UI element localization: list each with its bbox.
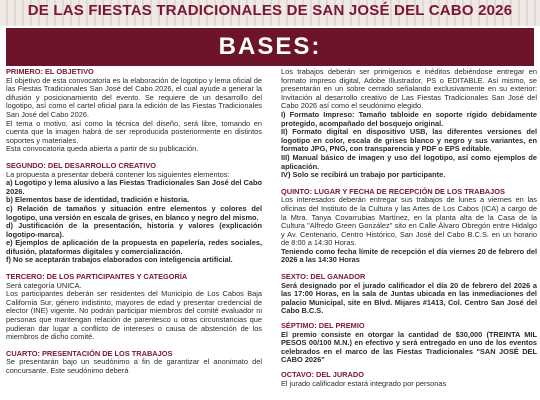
section-title-recepcion: QUINTO: LUGAR Y FECHA DE RECEPCIÓN DE LOS TRABAJOS — [281, 186, 505, 196]
paragraph: El objetivo de esta convocatoria es la elaboración de logotipo y lema oficial de las Fiestas Tradicionales San José del Cabo 2026, el cual ayude a generar la difusión y posicionamiento del evento. Se requiere de un desarrollo del logotipo, así como el cartel oficial para la edición de las Fiestas Tradicionales San José del Cabo 2026. — [6, 75, 262, 119]
section-title-ganador: SEXTO: DEL GANADOR — [281, 272, 366, 282]
list-item: a) Logotipo y lema alusivo a las Fiestas Tradicionales San José del Cabo 2026. — [6, 178, 262, 196]
paragraph: Los trabajos deberán ser primigenios e inéditos debiéndose entregar en formato impreso digital, Adobe Illustrador, PS o EDITABLE. Así mismo, se presentarán en un sobre cerrado señalando exclusivamente en su exterior: Invitación al desarrollo creativo de Las Fiestas Tradicionales San José del Cabo 2026 así como el seudónimo elegido. — [281, 67, 537, 111]
paragraph: Esta convocatoria queda abierta a partir de su publicación. — [6, 144, 199, 154]
page-title: DE LAS FIESTAS TRADICIONALES DE SAN JOSÉ DEL CABO 2026 — [27, 2, 513, 19]
paragraph: El premio consiste en otorgar la cantidad de $30,000 (TREINTA MIL PESOS 00/100 M.N.) en efectivo y será entregado en uno de los eventos celebrados en el marco de las Fiestas Tradicionales "SAN JOSÉ DEL CABO 2026" — [281, 329, 537, 365]
paragraph: Los participantes deberán ser residentes del Municipio de Los Cabos Baja California Sur, género indistinto, mayores de edad y presentar credencial de elector (INE) vigente. No podrán participar miembros del comité evaluador ni personas que mantengan relación de parentesco u otras circunstancias que pudieran dar lugar a conflicto de intereses o causa de abstención de los miembros de dicho comité. — [6, 289, 262, 342]
list-item: d) Justificación de la presentación, historia y valores (explicación logotipo-marca). — [6, 221, 262, 239]
list-item: b) Elementos base de identidad, tradición e historia. — [6, 195, 190, 205]
paragraph: El tema o motivo, así como la técnica del diseño, será libre, tomando en cuenta que la imagen habrá de ser reproducida posteriormente en distintos soportes y materiales. — [6, 118, 262, 145]
left-column — [6, 68, 262, 376]
paragraph: Será designado por el jurado calificador el día 20 de febrero del 2026 a las 17:00 Horas, en la sala de Juntas ubicada en las inmediaciones del palacio Municipal, site en Blvd. Mijares #1413, Col. Centro San José del Cabo B.C.S. — [281, 280, 537, 316]
paragraph: La propuesta a presentar deberá contener los siguientes elementos: — [6, 169, 230, 179]
list-item: IV) Solo se recibirá un trabajo por participante. — [281, 170, 446, 180]
paragraph: El jurado calificador estará integrado por personas — [281, 378, 447, 388]
section-title-desarrollo: SEGUNDO: DEL DESARROLLO CREATIVO — [6, 160, 157, 170]
bases-heading: BASES: — [218, 33, 322, 60]
list-item: c) Relación de tamaños y situación entre elementos y colores del logotipo, una versión en escala de grises, en blanco y negro del mismo. — [6, 203, 262, 222]
list-item: III) Manual básico de imagen y uso del logotipo, así como ejemplos de aplicación. — [281, 152, 537, 171]
section-title-premio: SÉPTIMO: DEL PREMIO — [281, 321, 365, 331]
section-title-objetivo: PRIMERO: EL OBJETIVO — [6, 67, 94, 76]
list-item: f) No se aceptarán trabajos elaborados con inteligencia artificial. — [6, 255, 233, 265]
bases-banner — [6, 28, 534, 66]
right-column — [281, 68, 537, 388]
list-item: e) Ejemplos de aplicación de la propuesta en papelería, redes sociales, difusión, plataformas digitales y comercialización. — [6, 238, 262, 256]
list-item: I) Formato Impreso: Tamaño tabloide en soporte rígido debidamente protegido, acompañado del bosquejo original. — [281, 109, 537, 128]
deadline-text: Teniendo como fecha límite de recepción el día viernes 20 de febrero del 2026 a las 14:30 Horas — [281, 246, 537, 265]
section-title-presentacion: CUARTO: PRESENTACIÓN DE LOS TRABAJOS — [6, 348, 173, 358]
section-title-jurado: OCTAVO: DEL JURADO — [281, 370, 364, 379]
bottom-strip — [0, 393, 540, 400]
paragraph: Se presentarán bajo un seudónimo a fin de garantizar el anonimato del concursante. Este seudónimo deberá — [6, 357, 262, 375]
paragraph: Los interesados deberán entregar sus trabajos de lunes a viernes en las oficinas del Instituto de la Cultura y las Artes de Los Cabos (ICA) a cargo de la Mtra. Tanya Covarrubias Martínez, en la planta alta de la Casa de la Cultura "Alfredo Green González" sito en Calle Álvaro Obregón entre Hidalgo y Av. Centenario, Centro Histórico, San José del Cabo B.C.S. en un horario de 8:00 a 14:30 Horas. — [281, 195, 537, 248]
list-item: II) Formato digital en dispositivo USB, las diferentes versiones del logotipo en color, escala de grises blanco y negro y sus variantes, en formato JPG, PNG, con transparencia y PDF o EPS editable. — [281, 127, 537, 154]
paragraph: Será categoría UNICA. — [6, 280, 82, 290]
section-title-participantes: TERCERO: DE LOS PARTICIPANTES Y CATEGORÍA — [6, 272, 188, 282]
